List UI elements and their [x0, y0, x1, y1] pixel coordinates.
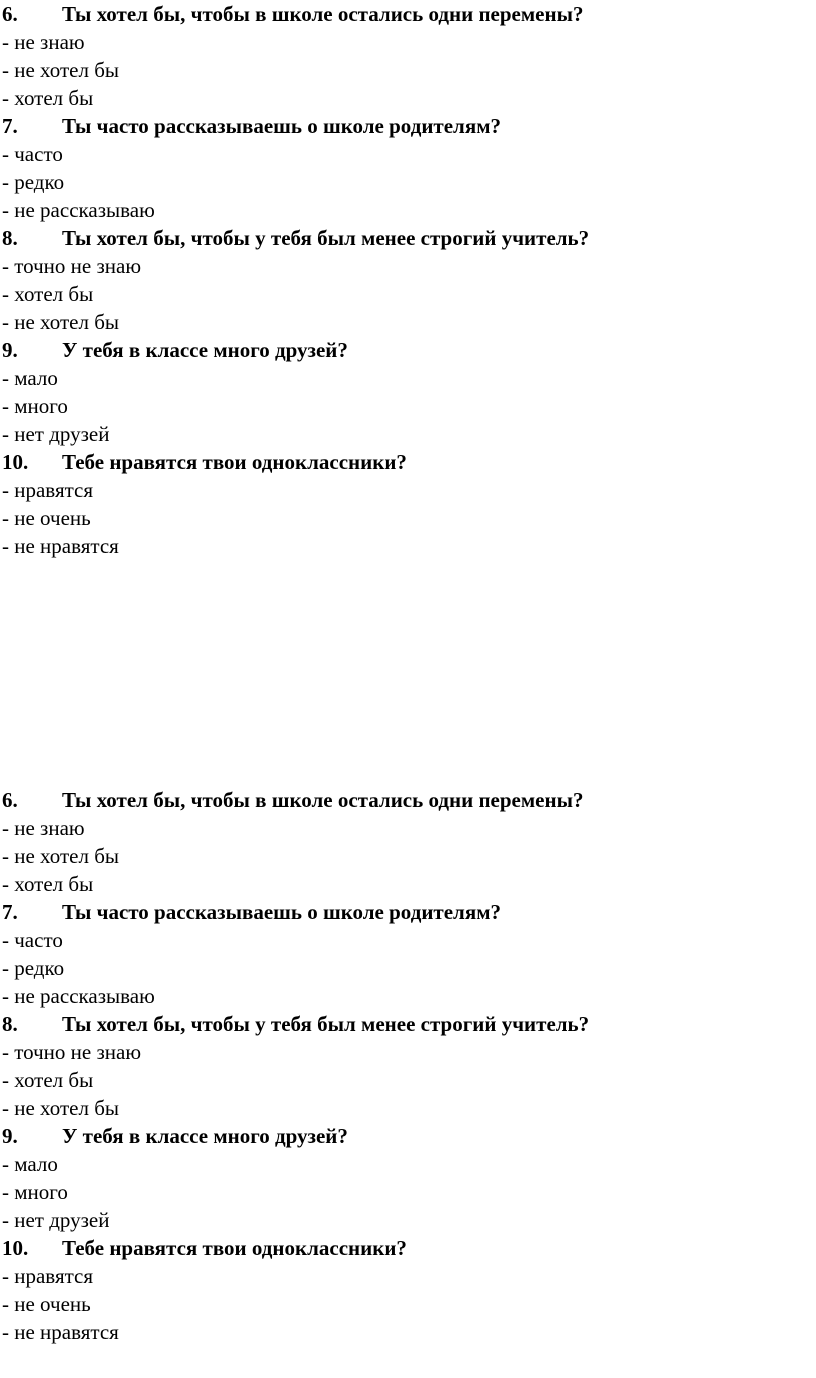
question-10 [2, 1234, 812, 1262]
question-text: Ты хотел бы, чтобы в школе остались одни перемены? [62, 788, 584, 812]
question-number: 8. [2, 1012, 18, 1036]
answer-option: - не знаю [2, 30, 85, 54]
answer-option: - мало [2, 1152, 58, 1176]
question-7 [2, 898, 812, 926]
question-text: У тебя в классе много друзей? [62, 338, 348, 362]
answer-option: - не рассказываю [2, 984, 155, 1008]
question-9 [2, 336, 812, 364]
answer-option: - редко [2, 956, 65, 980]
answer-option: - хотел бы [2, 1068, 94, 1092]
question-text: Ты часто рассказываешь о школе родителям? [62, 900, 502, 924]
question-9 [2, 1122, 812, 1150]
answer-option: - хотел бы [2, 282, 94, 306]
answer-option: - часто [2, 928, 63, 952]
question-number: 6. [2, 2, 18, 26]
answer-option: - не хотел бы [2, 1096, 119, 1120]
question-number: 7. [2, 900, 18, 924]
question-8 [2, 1010, 812, 1038]
answer-option: - не хотел бы [2, 58, 119, 82]
question-number: 10. [2, 1236, 29, 1260]
question-text: Ты хотел бы, чтобы у тебя был менее строгий учитель? [62, 1012, 590, 1036]
questionnaire-block-2 [2, 786, 812, 1346]
question-text: Ты хотел бы, чтобы у тебя был менее строгий учитель? [62, 226, 590, 250]
answer-option: - не хотел бы [2, 844, 119, 868]
question-number: 9. [2, 1124, 18, 1148]
answer-option: - нет друзей [2, 422, 110, 446]
answer-option: - нравятся [2, 1264, 94, 1288]
question-text: Ты часто рассказываешь о школе родителям? [62, 114, 502, 138]
answer-option: - много [2, 394, 68, 418]
answer-option: - не знаю [2, 816, 85, 840]
question-7 [2, 112, 812, 140]
question-6 [2, 786, 812, 814]
answer-option: - не нравятся [2, 1320, 119, 1344]
answer-option: - точно не знаю [2, 254, 142, 278]
answer-option: - точно не знаю [2, 1040, 142, 1064]
question-text: Ты хотел бы, чтобы в школе остались одни перемены? [62, 2, 584, 26]
question-number: 6. [2, 788, 18, 812]
answer-option: - не рассказываю [2, 198, 155, 222]
question-number: 7. [2, 114, 18, 138]
answer-option: - много [2, 1180, 68, 1204]
answer-option: - редко [2, 170, 65, 194]
question-8 [2, 224, 812, 252]
question-text: Тебе нравятся твои одноклассники? [62, 450, 407, 474]
answer-option: - хотел бы [2, 872, 94, 896]
answer-option: - хотел бы [2, 86, 94, 110]
answer-option: - нет друзей [2, 1208, 110, 1232]
answer-option: - часто [2, 142, 63, 166]
answer-option: - не очень [2, 506, 91, 530]
question-text: У тебя в классе много друзей? [62, 1124, 348, 1148]
question-number: 8. [2, 226, 18, 250]
question-text: Тебе нравятся твои одноклассники? [62, 1236, 407, 1260]
answer-option: - не очень [2, 1292, 91, 1316]
answer-option: - мало [2, 366, 58, 390]
answer-option: - не хотел бы [2, 310, 119, 334]
answer-option: - не нравятся [2, 534, 119, 558]
questionnaire-block-1 [2, 0, 812, 560]
question-number: 9. [2, 338, 18, 362]
question-10 [2, 448, 812, 476]
question-6 [2, 0, 812, 28]
question-number: 10. [2, 450, 29, 474]
answer-option: - нравятся [2, 478, 94, 502]
